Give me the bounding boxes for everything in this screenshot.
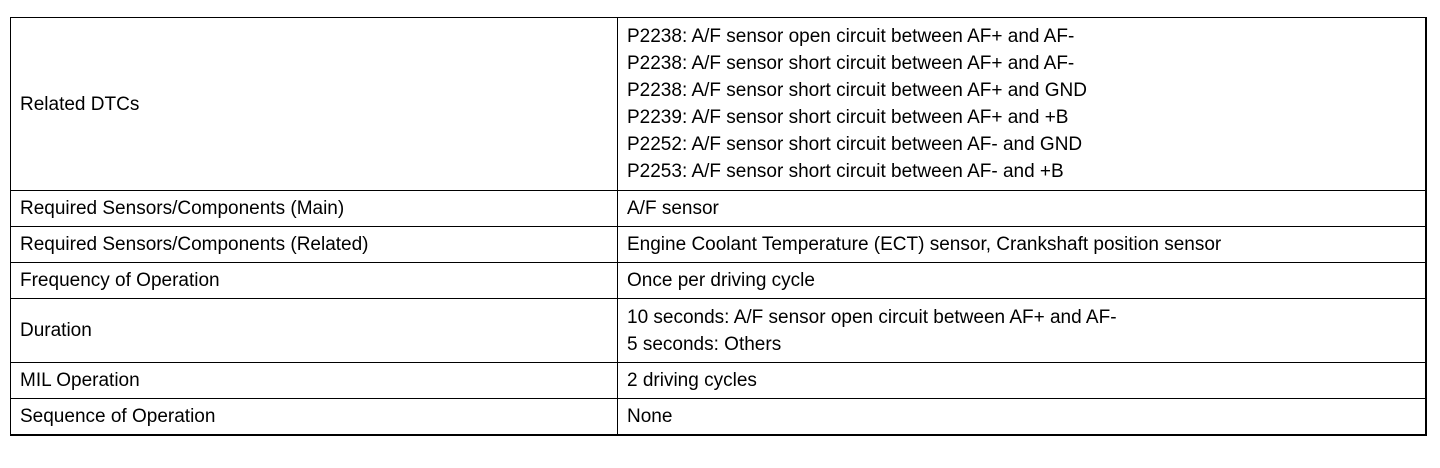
dtc-entry: P2252: A/F sensor short circuit between AF- and GND (627, 134, 1083, 155)
row-value-related-dtcs (618, 18, 1426, 191)
monitor-spec-table (10, 17, 1427, 436)
row-label-related-dtcs: Related DTCs (11, 18, 618, 191)
row-value-mil-operation: 2 driving cycles (618, 363, 1426, 399)
dtc-entry: P2253: A/F sensor short circuit between AF- and +B (627, 161, 1064, 182)
dtc-entry: P2238: A/F sensor short circuit between AF+ and GND (627, 80, 1087, 101)
row-value-frequency: Once per driving cycle (618, 263, 1426, 299)
dtc-entry: P2238: A/F sensor short circuit between AF+ and AF- (627, 53, 1075, 74)
table-row-mil-operation (11, 363, 1426, 399)
dtc-entry: P2239: A/F sensor short circuit between AF+ and +B (627, 107, 1069, 128)
row-value-sequence: None (618, 399, 1426, 436)
table-row-frequency (11, 263, 1426, 299)
row-label-mil-operation: MIL Operation (11, 363, 618, 399)
row-value-duration (618, 299, 1426, 363)
table-row-related-dtcs (11, 18, 1426, 191)
row-label-sensors-related: Required Sensors/Components (Related) (11, 227, 618, 263)
row-value-sensors-related: Engine Coolant Temperature (ECT) sensor, Crankshaft position sensor (618, 227, 1426, 263)
row-label-frequency: Frequency of Operation (11, 263, 618, 299)
row-value-sensors-main: A/F sensor (618, 191, 1426, 227)
row-label-sequence: Sequence of Operation (11, 399, 618, 436)
dtc-entry: P2238: A/F sensor open circuit between AF+ and AF- (627, 26, 1075, 47)
duration-entry: 10 seconds: A/F sensor open circuit between AF+ and AF- (627, 306, 1117, 328)
row-label-duration: Duration (11, 299, 618, 363)
row-label-sensors-main: Required Sensors/Components (Main) (11, 191, 618, 227)
table-row-duration (11, 299, 1426, 363)
table-row-sequence (11, 399, 1426, 436)
duration-entry: 5 seconds: Others (627, 333, 782, 355)
table-row-sensors-main (11, 191, 1426, 227)
table-row-sensors-related (11, 227, 1426, 263)
